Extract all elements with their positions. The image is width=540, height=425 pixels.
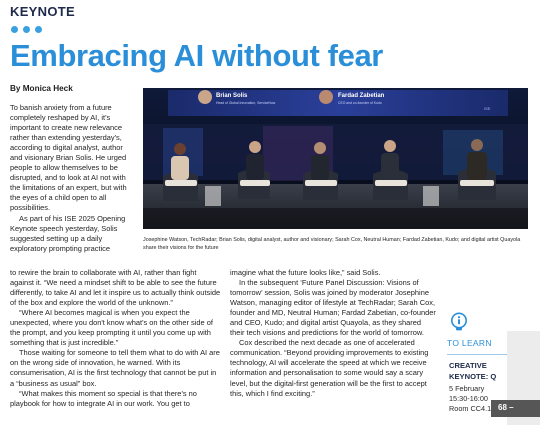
sidebar-date: 5 February — [449, 384, 485, 393]
article-column-left-top — [10, 103, 135, 254]
paragraph: Cox described the next decade as one of accelerated communication. “Beyond providing improvements to existing technology, AI will accelerate the speed at which we receive information and personalisation to some would say a scary level, but the digital-first generation will be the first to accept this, which I find exciting.” — [230, 338, 429, 398]
panel-photo — [143, 88, 528, 229]
sidebar-keynote: KEYNOTE: Q — [449, 372, 497, 381]
paragraph: “What makes this moment so special is that there's no playbook for how to integrate AI in our work. You get to — [10, 388, 197, 408]
paragraph: imagine what the future looks like,” said Solis. — [230, 268, 381, 277]
paragraph: As part of his ISE 2025 Opening Keynote speech yesterday, Solis suggested setting up a daily exploratory prompting practice — [10, 213, 126, 253]
paragraph: “Where AI becomes magical is when you expect the unexpected, where you don't know what's on the other side of the prompt, and you keep prompting it until you come up with something that is just incredible.” — [10, 308, 213, 348]
screen-badge: ISE — [484, 106, 491, 111]
sidebar-heading: TO LEARN — [447, 338, 492, 348]
sidebar-creative: CREATIVE — [449, 361, 487, 370]
dot-icon — [23, 26, 30, 33]
photo-caption: Josephine Watson, TechRadar; Brian Solis, digital analyst, author and visionary; Sarah Cox, Neutral Human; Fardad Zabetian, Kudo; and digital artist Quayola share their visions for the future — [143, 237, 521, 251]
dot-icon — [35, 26, 42, 33]
paragraph: To banish anxiety from a future completely reshaped by AI, it's important to create new relevance rather than extending yesterday's, according to digital analyst, author and visionary Brian Solis. He urged people to allow themselves to be disrupted, and to look at AI not with the limitations of an expert, but with the eyes of a child open to all possibilities. — [10, 103, 127, 213]
article-column-middle — [230, 268, 436, 399]
sidebar-time: 15:30-16:00 — [449, 394, 488, 403]
dot-icon — [11, 26, 18, 33]
stage-illustration — [143, 88, 528, 229]
article-column-left-bottom — [10, 268, 222, 409]
speaker-left-title: Head of Global Innovation, ServiceNow — [216, 101, 276, 105]
page-tab-arrow: – — [509, 403, 514, 412]
info-bulb-icon — [449, 312, 469, 332]
speaker-right-title: CEO and co-founder of Kudo — [338, 101, 382, 105]
article-headline: Embracing AI without fear — [10, 38, 383, 73]
page-number-tab — [491, 400, 540, 417]
speaker-right-name: Fardad Zabetian — [338, 93, 385, 99]
paragraph: Those waiting for someone to tell them what to do with AI are on the wrong side of innovation, he warned. With its consumerisation, AI is the first technology that cannot be put in a “business as usual” box. — [10, 348, 220, 388]
article-byline: By Monica Heck — [10, 84, 73, 93]
section-label: KEYNOTE — [10, 4, 75, 19]
speaker-left-name: Brian Solis — [216, 93, 248, 99]
paragraph: to rewire the brain to collaborate with AI, rather than fight against it. “We need a mindset shift to be able to see the future differently, to take AI and let it inspire us to actually think outside of the box and explore the world of the unknown.” — [10, 268, 221, 308]
sidebar-room: Room CC4.1 — [449, 404, 492, 413]
decorative-dots — [11, 26, 42, 33]
paragraph: In the subsequent ‘Future Panel Discussion: Visions of tomorrow’ session, Solis was joined by moderator Josephine Watson, managing editor of lifestyle at TechRadar; Sarah Cox, founder and MD, Neutral Human; Fardad Zabetian, co-founder and CEO, Kudo; and digital artist Quayola, as they shared their tech visions and predictions for the world of tomorrow. — [230, 278, 436, 338]
page-number: 68 — [498, 403, 507, 412]
